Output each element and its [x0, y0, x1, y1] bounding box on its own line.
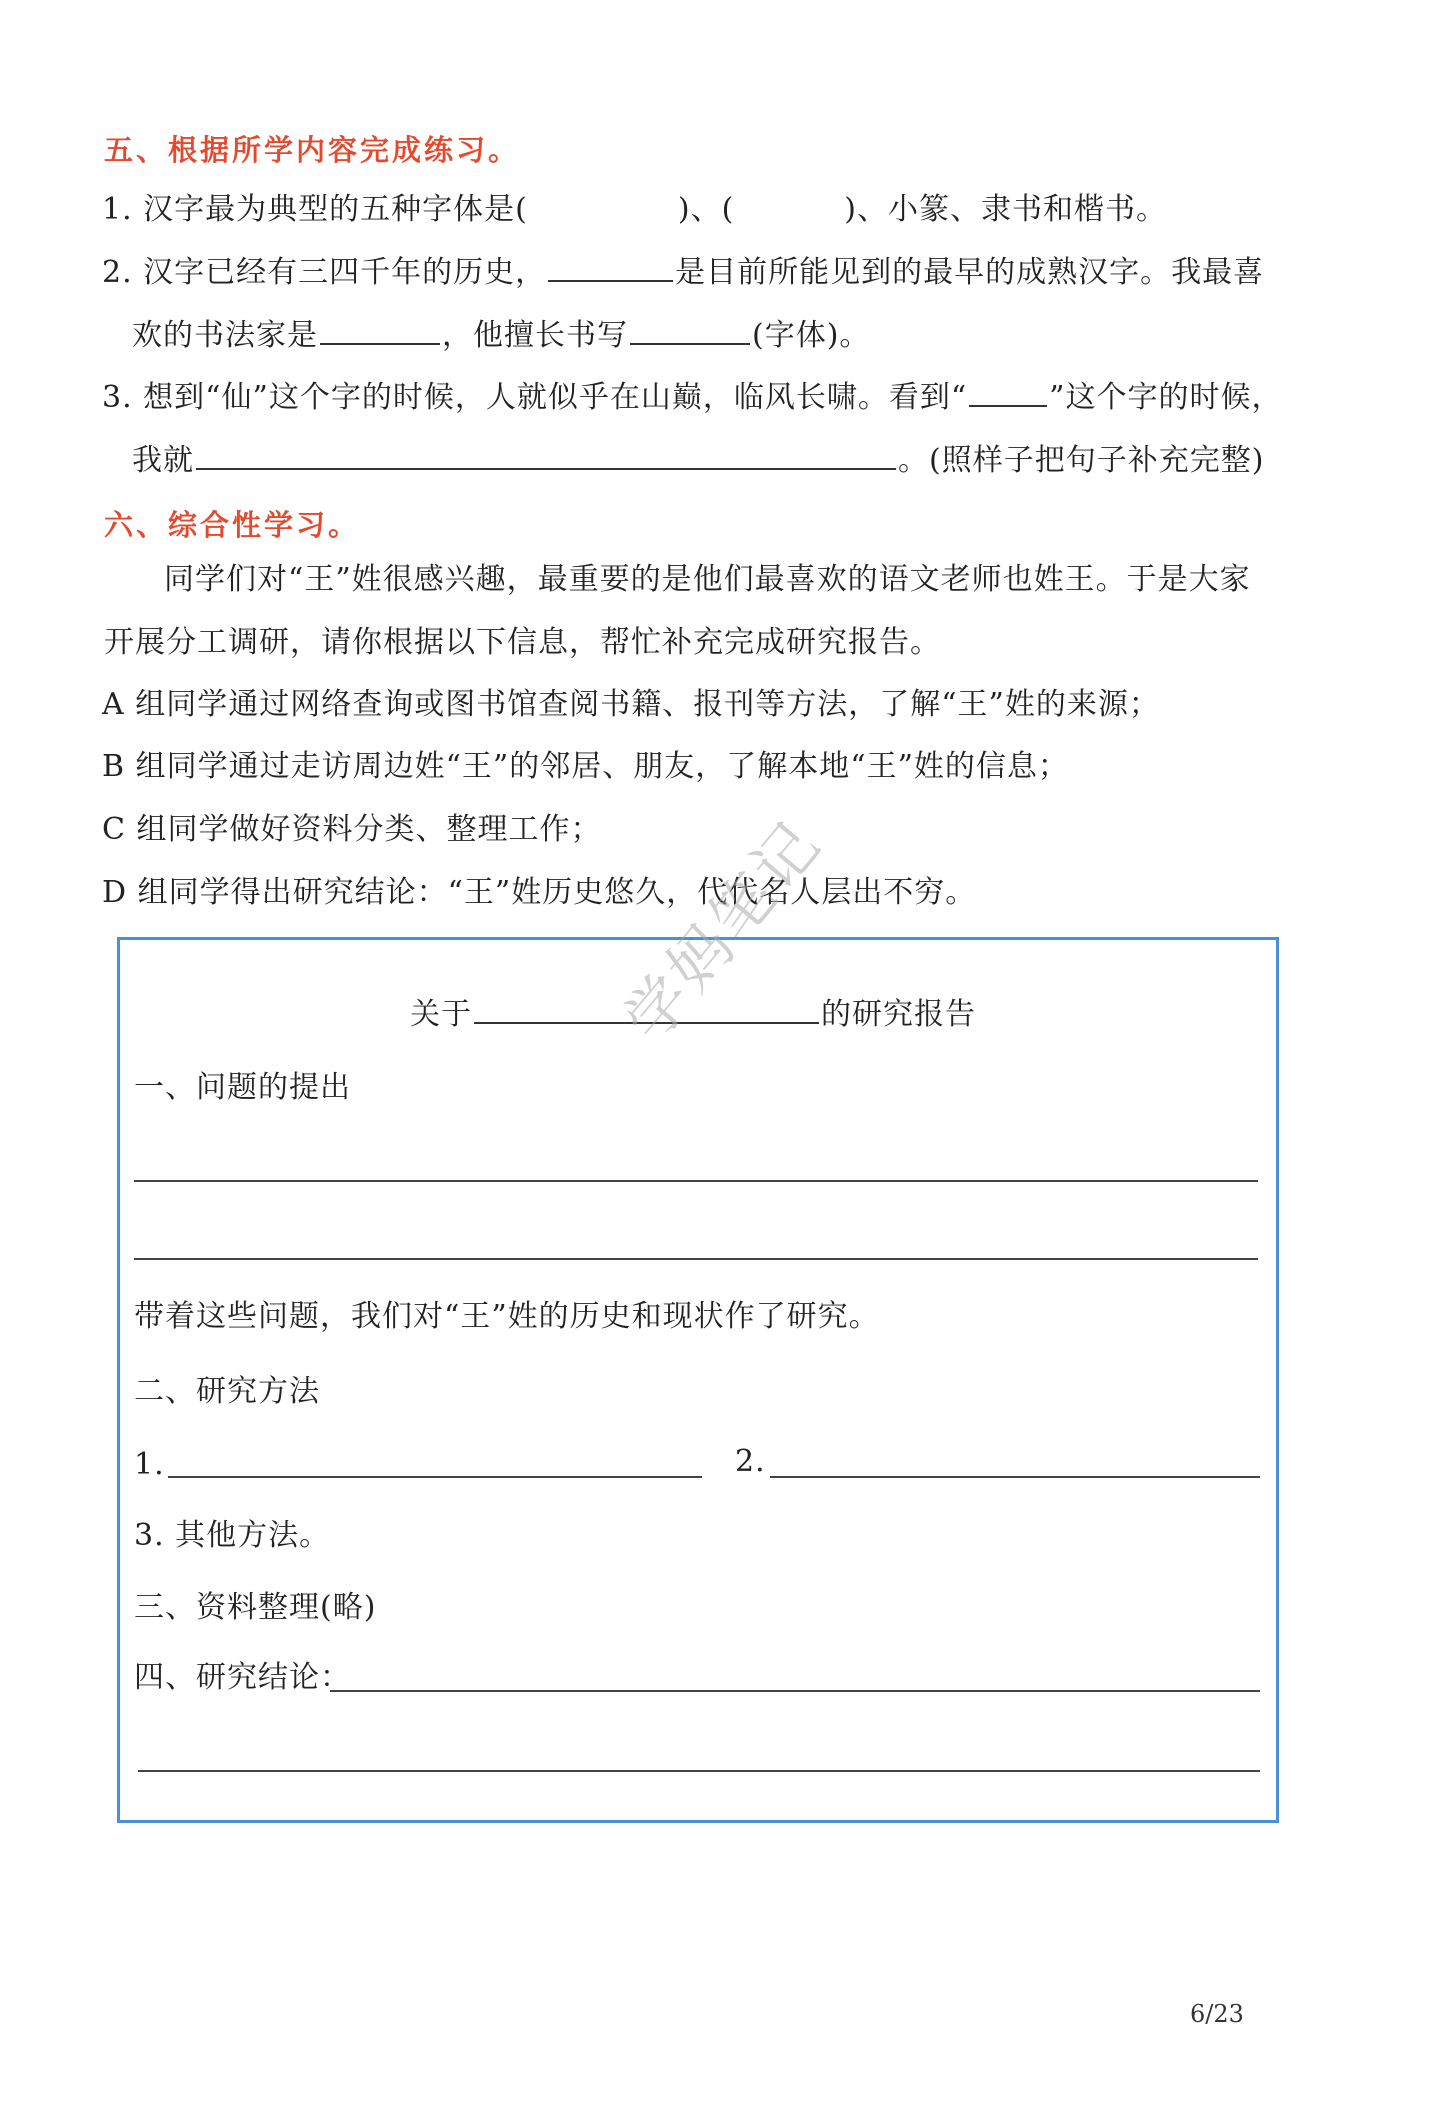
- section-5-heading: 五、根据所学内容完成练习。: [104, 133, 521, 167]
- answer-blank-2b[interactable]: [320, 313, 440, 345]
- report-part-1-heading: 一、问题的提出: [134, 1070, 351, 1105]
- question-3-part-a: 3. 想到“仙”这个字的时候，人就似乎在山巅，临风长啸。看到“: [102, 380, 968, 415]
- report-transition-text: 带着这些问题，我们对“王”姓的历史和现状作了研究。: [134, 1299, 880, 1334]
- question-2-part-b: 是目前所能见到的最早的成熟汉字。我最喜: [675, 255, 1265, 290]
- method-1-blank[interactable]: [168, 1476, 702, 1478]
- method-1-label: 1.: [134, 1447, 165, 1482]
- question-1: [102, 190, 1167, 230]
- question-3-line-2: [132, 438, 1264, 481]
- group-c-text: C 组同学做好资料分类、整理工作；: [102, 812, 602, 847]
- question-2-part-e: (字体)。: [752, 318, 871, 353]
- section-6-heading: 六、综合性学习。: [104, 508, 361, 542]
- intro-line-1: 同学们对“王”姓很感兴趣，最重要的是他们最喜欢的语文老师也姓王。于是大家: [164, 562, 1251, 597]
- intro-line-2: 开展分工调研，请你根据以下信息，帮忙补充完成研究报告。: [104, 625, 941, 660]
- report-title-prefix: 关于: [410, 997, 472, 1032]
- answer-blank-3a[interactable]: [969, 375, 1047, 407]
- question-2-line-2: [132, 313, 870, 356]
- question-2-line-1: [102, 250, 1264, 293]
- question-3-line-1: [102, 375, 1283, 418]
- report-part-2-heading: 二、研究方法: [134, 1374, 320, 1409]
- method-2-label: 2.: [735, 1444, 766, 1479]
- question-2-part-c: 欢的书法家是: [132, 318, 318, 353]
- answer-blank-2a[interactable]: [548, 250, 673, 282]
- question-1-part-b: )、(: [677, 192, 735, 227]
- group-d-text: D 组同学得出研究结论：“王”姓历史悠久，代代名人层出不穷。: [102, 875, 977, 910]
- question-2-part-a: 2. 汉字已经有三四千年的历史，: [102, 255, 547, 290]
- question-3-part-d: 。(照样子把句子补充完整): [898, 443, 1265, 478]
- answer-line-2[interactable]: [134, 1258, 1258, 1260]
- watermark-text: 学妈笔记: [609, 806, 836, 1056]
- answer-blank-2c[interactable]: [630, 313, 750, 345]
- group-b-text: B 组同学通过走访周边姓“王”的邻居、朋友，了解本地“王”姓的信息；: [102, 749, 1069, 784]
- conclusion-blank-2[interactable]: [138, 1770, 1260, 1772]
- question-1-part-c: )、小篆、隶书和楷书。: [844, 192, 1168, 227]
- report-title-suffix: 的研究报告: [821, 997, 976, 1032]
- question-1-part-a: 1. 汉字最为典型的五种字体是(: [102, 192, 528, 227]
- question-3-part-c: 我就: [132, 443, 194, 478]
- question-2-part-d: ，他擅长书写: [442, 318, 628, 353]
- method-3-text: 3. 其他方法。: [134, 1518, 331, 1553]
- page-number: 6/23: [1190, 2000, 1244, 2028]
- answer-blank-3b[interactable]: [196, 438, 896, 470]
- report-part-4-heading: 四、研究结论：: [134, 1660, 351, 1695]
- question-3-part-b: ”这个字的时候，: [1049, 380, 1283, 415]
- report-part-3-heading: 三、资料整理(略): [134, 1590, 377, 1625]
- group-a-text: A 组同学通过网络查询或图书馆查阅书籍、报刊等方法，了解“王”姓的来源；: [102, 687, 1160, 722]
- conclusion-blank-1[interactable]: [330, 1690, 1260, 1692]
- method-2-blank[interactable]: [770, 1476, 1260, 1478]
- answer-line-1[interactable]: [134, 1180, 1258, 1182]
